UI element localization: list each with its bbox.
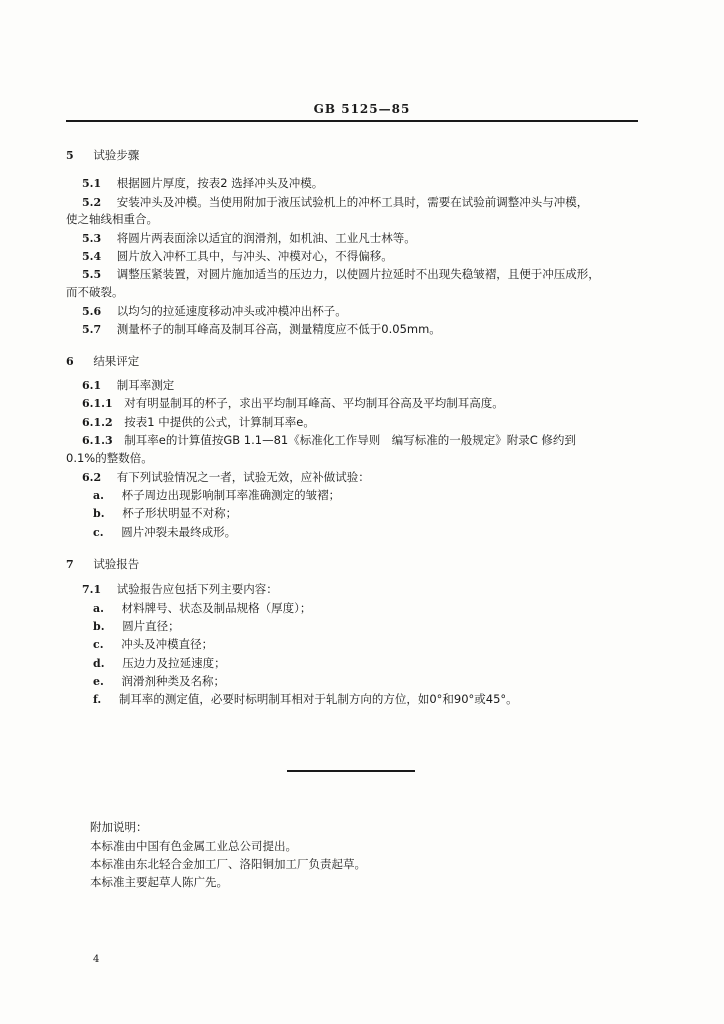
section-5-heading [66, 148, 139, 163]
clause-text: 测量杯子的制耳峰高及制耳谷高，测量精度应不低于0.05mm。 [116, 322, 441, 336]
clause-text: 根据圆片厚度，按表2 选择冲头及冲模。 [116, 176, 324, 190]
report-item-c [93, 637, 213, 652]
report-item-e [93, 674, 225, 689]
clause-number: 6.1.2 [82, 416, 113, 429]
clause-5-3 [82, 231, 416, 246]
clause-text: 而不破裂。 [66, 285, 124, 299]
clause-text: 0.1%的整数倍。 [66, 451, 153, 465]
section-number: 6 [66, 355, 74, 368]
clause-number: 5.6 [82, 305, 102, 318]
clause-text: 按表1 中提供的公式，计算制耳率e。 [124, 415, 315, 429]
header-rule [66, 120, 638, 122]
item-text: 压边力及拉延速度； [122, 656, 226, 670]
report-item-f [93, 692, 518, 707]
list-item-a [93, 488, 340, 503]
clause-number: 6.1 [82, 379, 102, 392]
item-text: 冲头及冲模直径； [121, 637, 214, 651]
page-number: 4 [93, 954, 100, 965]
clause-6-1-1 [82, 396, 504, 411]
section-title: 试验报告 [93, 557, 140, 571]
section-title: 结果评定 [93, 354, 140, 368]
item-text: 杯子周边出现影响制耳率准确测定的皱褶； [121, 488, 341, 502]
item-marker: b. [93, 507, 105, 520]
note-line: 本标准由东北轻合金加工厂、洛阳铜加工厂负责起草。 [90, 857, 366, 871]
list-item-b [93, 506, 237, 521]
item-marker: b. [93, 620, 105, 633]
section-number: 7 [66, 558, 74, 571]
clause-text: 以均匀的拉延速度移动冲头或冲模冲出杯子。 [116, 304, 347, 318]
item-marker: f. [93, 693, 102, 706]
clause-5-2 [82, 195, 588, 210]
section-7-heading [66, 557, 139, 572]
item-marker: c. [93, 638, 104, 651]
item-marker: d. [93, 657, 105, 670]
clause-text: 将圆片两表面涂以适宜的润滑剂，如机油、工业凡士林等。 [116, 231, 416, 245]
clause-5-1 [82, 176, 323, 191]
clause-6-2 [82, 470, 370, 485]
clause-number: 5.7 [82, 323, 102, 336]
note-line: 本标准主要起草人陈广先。 [90, 875, 228, 889]
clause-text: 对有明显制耳的杯子，求出平均制耳峰高、平均制耳谷高及平均制耳高度。 [124, 396, 504, 410]
clause-text: 制耳率e的计算值按GB 1.1—81《标准化工作导则 编写标准的一般规定》附录C 修约到 [124, 433, 576, 447]
report-item-d [93, 656, 226, 671]
clause-6-1-3 [82, 433, 576, 448]
clause-text: 安装冲头及冲模。当使用附加于液压试验机上的冲杯工具时，需要在试验前调整冲头与冲模， [116, 195, 589, 209]
note-line: 本标准由中国有色金属工业总公司提出。 [90, 839, 297, 853]
clause-7-1 [82, 582, 278, 597]
clause-text: 圆片放入冲杯工具中，与冲头、冲模对心，不得偏移。 [116, 249, 393, 263]
clause-number: 6.1.3 [82, 434, 113, 447]
clause-5-5 [82, 267, 600, 282]
notes-title: 附加说明： [90, 820, 148, 834]
item-text: 润滑剂种类及名称； [121, 674, 225, 688]
section-6-heading [66, 354, 139, 369]
clause-number: 5.1 [82, 177, 102, 190]
clause-5-6 [82, 304, 347, 319]
report-item-a [93, 601, 311, 616]
clause-5-7 [82, 322, 441, 337]
clause-number: 5.5 [82, 268, 102, 281]
clause-number: 5.2 [82, 196, 102, 209]
item-text: 材料牌号、状态及制品规格（厚度）； [121, 601, 312, 615]
clause-5-4 [82, 249, 393, 264]
item-text: 圆片直径； [122, 619, 180, 633]
item-text: 制耳率的测定值，必要时标明制耳相对于轧制方向的方位，如0°和90°或45°。 [118, 692, 518, 706]
item-marker: a. [93, 602, 104, 615]
clause-number: 6.1.1 [82, 397, 113, 410]
clause-text: 有下列试验情况之一者，试验无效，应补做试验： [116, 470, 370, 484]
item-marker: c. [93, 526, 104, 539]
report-item-b [93, 619, 180, 634]
clause-5-5-cont [66, 285, 124, 299]
clause-number: 5.4 [82, 250, 102, 263]
section-divider [287, 770, 415, 772]
clause-number: 6.2 [82, 471, 102, 484]
list-item-c [93, 525, 236, 540]
clause-number: 7.1 [82, 583, 102, 596]
clause-number: 5.3 [82, 232, 102, 245]
item-text: 圆片冲裂未最终成形。 [121, 525, 237, 539]
section-number: 5 [66, 149, 74, 162]
clause-text: 使之轴线相重合。 [66, 212, 158, 226]
clause-text: 试验报告应包括下列主要内容： [116, 582, 278, 596]
clause-6-1-2 [82, 415, 315, 430]
section-title: 试验步骤 [93, 148, 140, 162]
clause-6-1-3-cont [66, 451, 153, 465]
item-marker: e. [93, 675, 104, 688]
item-marker: a. [93, 489, 104, 502]
item-text: 杯子形状明显不对称； [122, 506, 238, 520]
standard-code: GB 5125—85 [313, 102, 411, 116]
clause-text: 制耳率测定 [116, 378, 175, 392]
clause-text: 调整压紧装置，对圆片施加适当的压边力，以使圆片拉延时不出现失稳皱褶，且便于冲压成形， [116, 267, 600, 281]
clause-5-2-cont [66, 212, 158, 226]
clause-6-1 [82, 378, 174, 393]
